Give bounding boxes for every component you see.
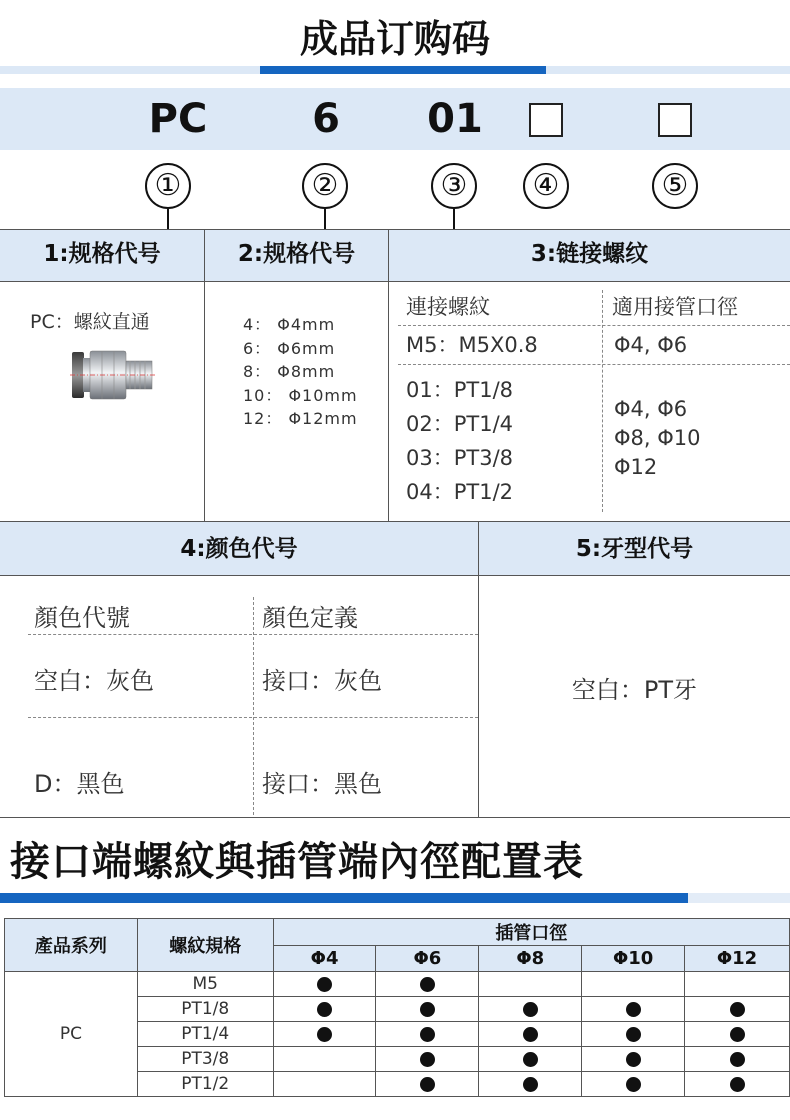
compat-cell: [479, 1047, 582, 1072]
fitting-illustration: [70, 348, 156, 402]
circle-number-5: ⑤: [652, 163, 698, 209]
compat-cell: [582, 1047, 685, 1072]
col-header-thread: 螺紋規格: [137, 919, 273, 972]
compat-cell: [582, 1072, 685, 1097]
col-header-tube-group: 插管口徑: [273, 919, 789, 946]
compat-dot: [730, 1077, 745, 1092]
compat-dot: [626, 1052, 641, 1067]
thread-pt-list: [406, 373, 513, 509]
color-blank: 空白：灰色: [34, 667, 154, 695]
color-black-definition: 接口：黑色: [262, 770, 382, 798]
connector-line-1: [167, 209, 169, 229]
col-header-size: Φ10: [582, 946, 685, 972]
compat-cell: [582, 972, 685, 997]
tube-column-header: 適用接管口徑: [612, 295, 738, 319]
table-row: [5, 972, 790, 997]
compat-cell: [376, 1047, 479, 1072]
thread-type-value: 空白：PT牙: [571, 676, 698, 704]
col-header-series: 產品系列: [5, 919, 138, 972]
thread-pt-item: 04：PT1/2: [406, 480, 514, 504]
compat-cell: [273, 1072, 376, 1097]
compat-dot: [626, 1002, 641, 1017]
compat-dot: [420, 1027, 435, 1042]
code-box-thread-type: [658, 103, 692, 137]
col-header-size: Φ6: [376, 946, 479, 972]
color-row-divider-2: [28, 717, 478, 718]
compat-cell: [685, 1072, 790, 1097]
spec-divider-1: [204, 229, 205, 522]
tube-pt-list: [614, 395, 701, 482]
col-header-size: Φ12: [685, 946, 790, 972]
circle-number-3: ③: [431, 163, 477, 209]
series-cell: PC: [5, 972, 138, 1097]
color-header-5: 5:牙型代号: [575, 536, 694, 562]
compat-cell: [479, 1022, 582, 1047]
compat-cell: [685, 972, 790, 997]
compat-dot: [317, 977, 332, 992]
color-row-divider-1: [28, 634, 478, 635]
thread-row-divider-1: [398, 325, 790, 326]
spec-header-1: 1:规格代号: [43, 241, 161, 267]
spec-divider-2: [388, 229, 389, 522]
circle-number-4: ④: [523, 163, 569, 209]
compat-dot: [523, 1052, 538, 1067]
col-header-size: Φ4: [273, 946, 376, 972]
compat-cell: [376, 1022, 479, 1047]
code-box-color: [529, 103, 563, 137]
size-list: [243, 313, 383, 431]
code-part-thread: 01: [427, 96, 483, 142]
compat-cell: [582, 1022, 685, 1047]
thread-divider-dashed: [602, 290, 603, 512]
size-item: 10： Φ10mm: [243, 385, 358, 405]
compat-dot: [730, 1052, 745, 1067]
code-part-size: 6: [312, 96, 340, 142]
compat-cell: [479, 972, 582, 997]
compat-dot: [420, 1002, 435, 1017]
spec-header-2: 2:规格代号: [237, 241, 356, 267]
thread-cell: PT1/2: [137, 1072, 273, 1097]
compat-cell: [479, 1072, 582, 1097]
compat-cell: [685, 1022, 790, 1047]
color-blank-definition: 接口：灰色: [262, 667, 382, 695]
compat-cell: [685, 1047, 790, 1072]
thread-cell: PT3/8: [137, 1047, 273, 1072]
config-table-title: 接口端螺紋與插管端內徑配置表: [10, 839, 584, 885]
thread-pt-item: 01：PT1/8: [406, 378, 514, 402]
color-definition-header: 顏色定義: [262, 604, 358, 632]
size-item: 6： Φ6mm: [243, 338, 336, 358]
thread-cell: PT1/8: [137, 997, 273, 1022]
circle-number-1: ①: [145, 163, 191, 209]
compat-dot: [523, 1002, 538, 1017]
compat-cell: [479, 997, 582, 1022]
compat-dot: [420, 1052, 435, 1067]
compat-dot: [523, 1077, 538, 1092]
thread-row-divider-2: [398, 364, 790, 365]
tube-pt-item: Φ4, Φ6: [614, 397, 688, 421]
compat-cell: [273, 1047, 376, 1072]
thread-pt-item: 03：PT3/8: [406, 446, 514, 470]
connector-line-3: [453, 209, 455, 229]
compat-dot: [317, 1027, 332, 1042]
col-header-size: Φ8: [479, 946, 582, 972]
config-title-underline-accent: [0, 893, 688, 903]
tube-m5: Φ4, Φ6: [614, 333, 688, 357]
color-column-dashed: [253, 597, 254, 815]
color-code-header: 顏色代號: [34, 604, 130, 632]
compat-cell: [273, 1022, 376, 1047]
thread-column-header: 連接螺紋: [406, 295, 490, 319]
compat-dot: [626, 1027, 641, 1042]
compat-dot: [317, 1002, 332, 1017]
compat-dot: [626, 1077, 641, 1092]
config-table: [4, 918, 790, 1097]
compat-cell: [582, 997, 685, 1022]
series-label: PC：螺紋直通: [30, 311, 150, 333]
thread-cell: PT1/4: [137, 1022, 273, 1047]
page-title: 成品订购码: [299, 17, 490, 61]
size-item: 12： Φ12mm: [243, 409, 358, 428]
compat-dot: [523, 1027, 538, 1042]
thread-m5: M5：M5X0.8: [406, 333, 538, 357]
compat-cell: [685, 997, 790, 1022]
color-black: D：黑色: [34, 770, 125, 798]
compat-dot: [730, 1002, 745, 1017]
color-bottom-rule: [0, 817, 790, 818]
tube-pt-item: Φ12: [614, 455, 658, 479]
thread-pt-item: 02：PT1/4: [406, 412, 514, 436]
compat-cell: [273, 997, 376, 1022]
thread-cell: M5: [137, 972, 273, 997]
compat-cell: [376, 972, 479, 997]
compat-cell: [376, 1072, 479, 1097]
size-item: 4： Φ4mm: [243, 315, 336, 334]
compat-cell: [376, 997, 479, 1022]
compat-dot: [420, 977, 435, 992]
compat-dot: [730, 1027, 745, 1042]
compat-dot: [420, 1077, 435, 1092]
connector-line-2: [324, 209, 326, 229]
color-header-4: 4:颜色代号: [180, 536, 298, 562]
code-part-series: PC: [148, 96, 208, 142]
circle-number-2: ②: [302, 163, 348, 209]
spec-header-3: 3:链接螺纹: [530, 241, 649, 267]
compat-cell: [273, 972, 376, 997]
size-item: 8： Φ8mm: [243, 362, 336, 381]
title-underline-accent: [260, 66, 546, 74]
tube-pt-item: Φ8, Φ10: [614, 426, 701, 450]
